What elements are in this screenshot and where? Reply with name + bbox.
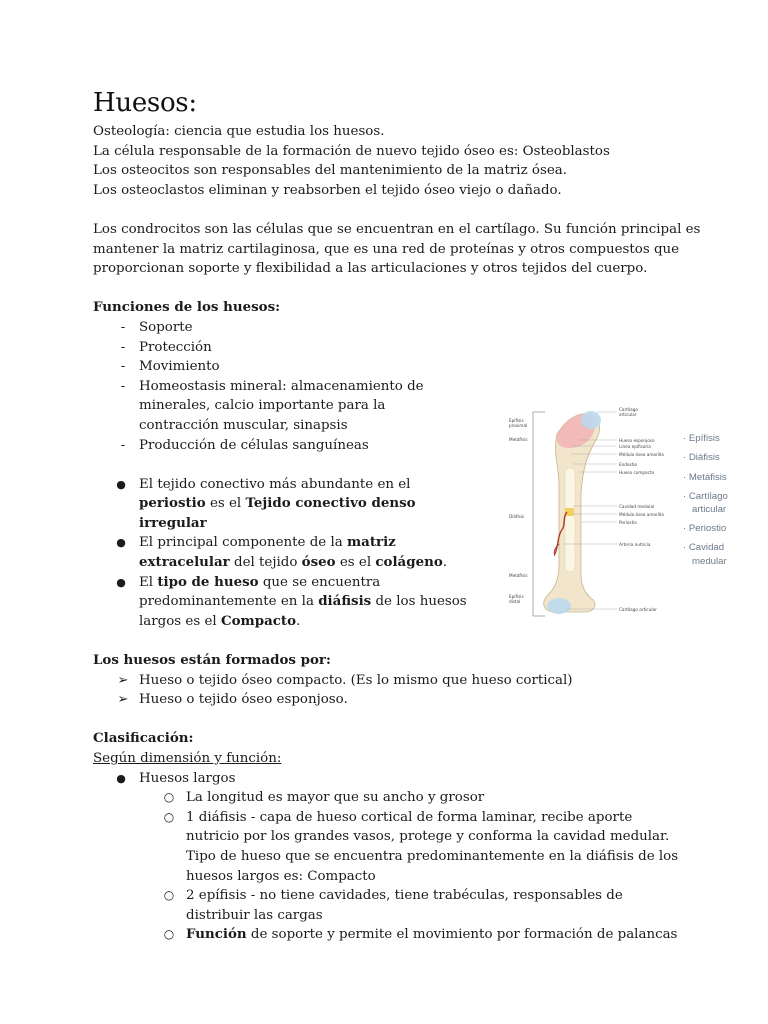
svg-text:· Cavidad: · Cavidad [683, 542, 725, 553]
svg-text:· Epífisis: · Epífisis [683, 433, 720, 444]
intro-line: Los osteoclastos eliminan y reabsorben el tejido óseo viejo o dañado. [93, 182, 562, 198]
label-text: Línea epifisaria [619, 444, 651, 449]
condrocitos-line: mantener la matriz cartilaginosa, que es una red de proteínas y otros compuestos que [93, 241, 680, 257]
condrocitos-line: Los condrocitos son las células que se encuentran en el cartílago. Su función principal es [93, 221, 701, 237]
svg-text:· Cartílago: · Cartílago [683, 491, 728, 502]
intro-line: Los osteocitos son responsables del mantenimiento de la matriz ósea. [93, 163, 567, 179]
legend-item: articular [692, 504, 727, 515]
label-text: proximal [509, 423, 528, 428]
legend-item: medular [692, 556, 727, 567]
condrocitos-line: proporcionan soporte y flexibilidad a las articulaciones y otros tejidos del cuerpo. [93, 261, 648, 277]
svg-text:· Diáfisis: · Diáfisis [683, 452, 720, 463]
intro-line: La célula responsable de la formación de nuevo tejido óseo es: Osteoblastos [93, 143, 610, 159]
sub-list-item: ○ 1 diáfisis - capa de hueso cortical de forma laminar, recibe aporte nutricio por los grandes vasos, protege y conforma la cavidad medular. Tipo de hueso que se encuentra predominantemente en la diáfisis de los huesos largos es: Compacto [163, 809, 679, 884]
label-text: Periostio [619, 520, 637, 525]
svg-text:· Periostio: · Periostio [683, 523, 727, 534]
legend-item: Epífisis [688, 433, 720, 444]
left-labels [509, 418, 528, 604]
list-item: - Protección [120, 339, 212, 355]
list-item: - Producción de células sanguíneas [120, 437, 369, 453]
label-text: articular [619, 412, 637, 417]
label-text: Cartílago [619, 407, 638, 412]
legend-item: Diáfisis [688, 452, 720, 463]
label-text: Metáfisis [509, 437, 528, 442]
legend-item: Periostio [688, 523, 727, 534]
intro-line: Osteología: ciencia que estudia los huesos. [93, 124, 385, 139]
clasificacion-heading: Clasificación: [93, 730, 194, 747]
legend-item: Cavidad [688, 542, 725, 553]
label-text: Médula ósea amarilla [619, 452, 664, 457]
label-text: Epífisis [509, 594, 524, 599]
formados-heading: Los huesos están formados por: [93, 652, 331, 669]
list-item: - Soporte [120, 319, 193, 335]
label-text: Hueso esponjoso [619, 438, 655, 443]
bone-diagram [497, 404, 735, 620]
label-text: Metáfisis [509, 573, 528, 578]
sub-list-item: ○ La longitud es mayor que su ancho y grosor [163, 790, 485, 806]
figure-legend [683, 433, 728, 567]
label-text: Arteria nutricia [619, 542, 651, 547]
list-item: - Movimiento [120, 359, 220, 375]
svg-text:· Metáfisis: · Metáfisis [683, 472, 727, 483]
sub-list-item: ○ Función de soporte y permite el movimiento por formación de palancas [163, 926, 678, 943]
sub-list-item: ○ 2 epífisis - no tiene cavidades, tiene trabéculas, responsables de distribuir las cargas [163, 888, 623, 923]
list-item: ● Huesos largos [116, 770, 236, 786]
list-item: ➢ Hueso o tejido óseo esponjoso. [117, 692, 348, 708]
page-title: Huesos: [93, 88, 197, 118]
label-text: Médula ósea amarilla [619, 512, 664, 517]
legend-item: Cartílago [688, 491, 728, 502]
funciones-heading: Funciones de los huesos: [93, 299, 281, 316]
list-item: - Homeostasis mineral: almacenamiento de minerales, calcio importante para la contracción muscular, sinapsis [120, 378, 424, 433]
right-labels [619, 407, 664, 612]
fact-matriz: ● El principal componente de la matriz extracelular del tejido óseo es el colágeno. [116, 534, 448, 571]
label-text: Diáfisis [509, 514, 525, 519]
label-text: Cavidad medular [619, 504, 655, 509]
label-text: Cartílago articular [619, 607, 657, 612]
legend-item: Metáfisis [688, 472, 727, 483]
label-text: Epífisis [509, 418, 524, 423]
clasificacion-subheading: Según dimensión y función: [93, 751, 282, 766]
label-text: Endostio [619, 462, 638, 467]
fact-tipo-hueso: ● El tipo de hueso que se encuentra predominantemente en la diáfisis de los huesos largos es el Compacto. [116, 573, 467, 629]
list-item: ➢ Hueso o tejido óseo compacto. (Es lo mismo que hueso cortical) [117, 672, 573, 688]
label-text: Hueso compacto [619, 470, 655, 475]
label-text: distal [509, 599, 521, 604]
fact-periostio: ● El tejido conectivo más abundante en el periostio es el Tejido conectivo denso irregular [116, 476, 416, 531]
